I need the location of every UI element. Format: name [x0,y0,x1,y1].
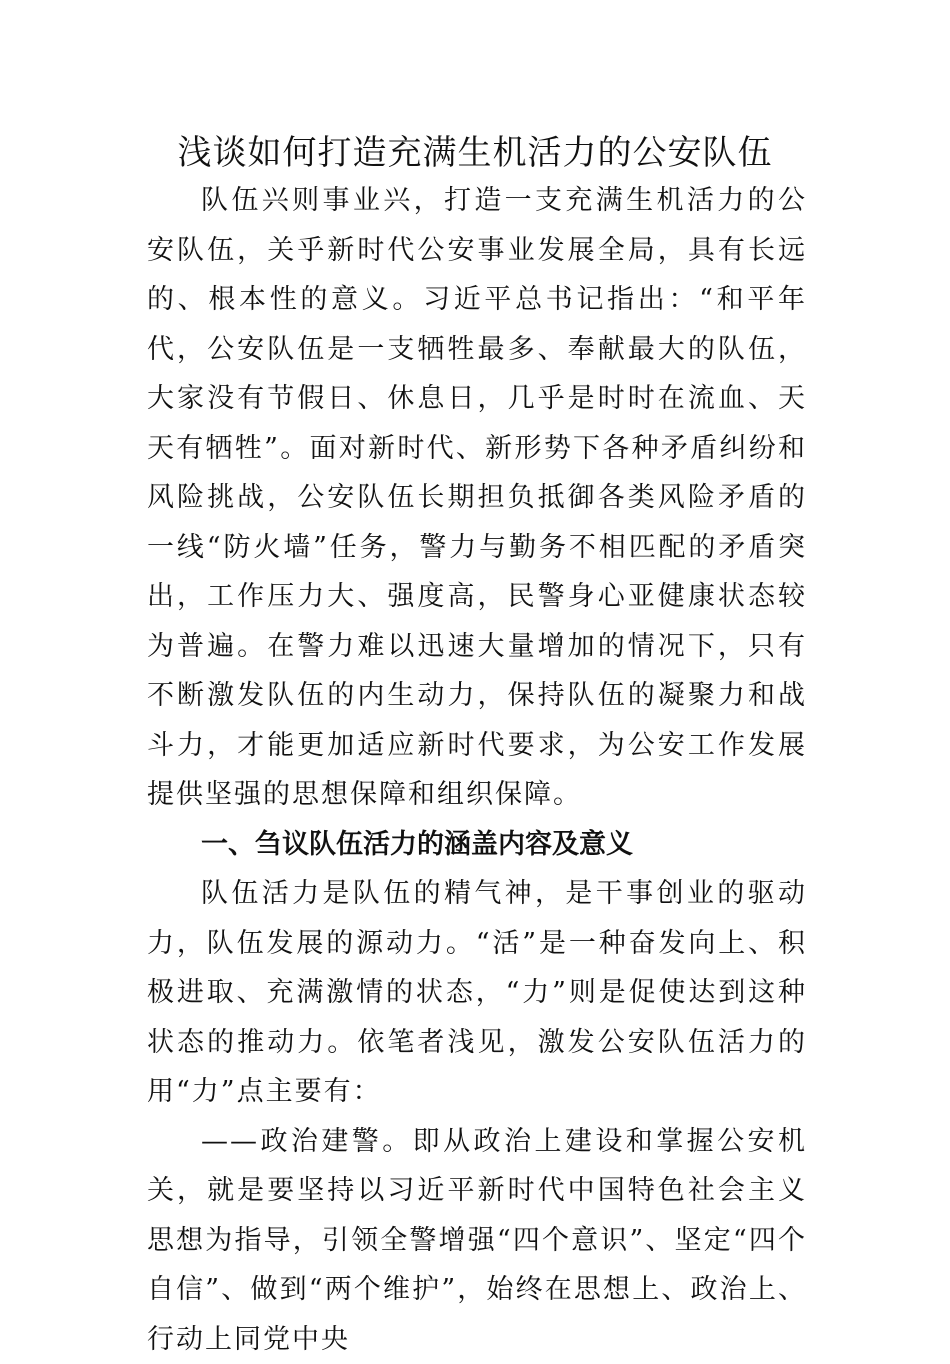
section-heading: 一、刍议队伍活力的涵盖内容及意义 [147,820,807,870]
political-building-paragraph: ——政治建警。即从政治上建设和掌握公安机关，就是要坚持以习近平新时代中国特色社会主义思想为指导，引领全警增强“四个意识”、坚定“四个自信”、做到“两个维护”，始终在思想上、政治上、行动上同党中央 [147,1117,807,1364]
document-body [147,176,807,1364]
document-title: 浅谈如何打造充满生机活力的公安队伍 [0,128,950,178]
intro-paragraph: 队伍兴则事业兴，打造一支充满生机活力的公安队伍，关乎新时代公安事业发展全局，具有长远的、根本性的意义。习近平总书记指出：“和平年代，公安队伍是一支牺牲最多、奉献最大的队伍，大家没有节假日、休息日，几乎是时时在流血、天天有牺牲”。面对新时代、新形势下各种矛盾纠纷和风险挑战，公安队伍长期担负抵御各类风险矛盾的一线“防火墙”任务，警力与勤务不相匹配的矛盾突出，工作压力大、强度高，民警身心亚健康状态较为普遍。在警力难以迅速大量增加的情况下，只有不断激发队伍的内生动力，保持队伍的凝聚力和战斗力，才能更加适应新时代要求，为公安工作发展提供坚强的思想保障和组织保障。 [147,176,807,820]
section-paragraph: 队伍活力是队伍的精气神，是干事创业的驱动力，队伍发展的源动力。“活”是一种奋发向上、积极进取、充满激情的状态，“力”则是促使达到这种状态的推动力。依笔者浅见，激发公安队伍活力的用“力”点主要有： [147,869,807,1117]
